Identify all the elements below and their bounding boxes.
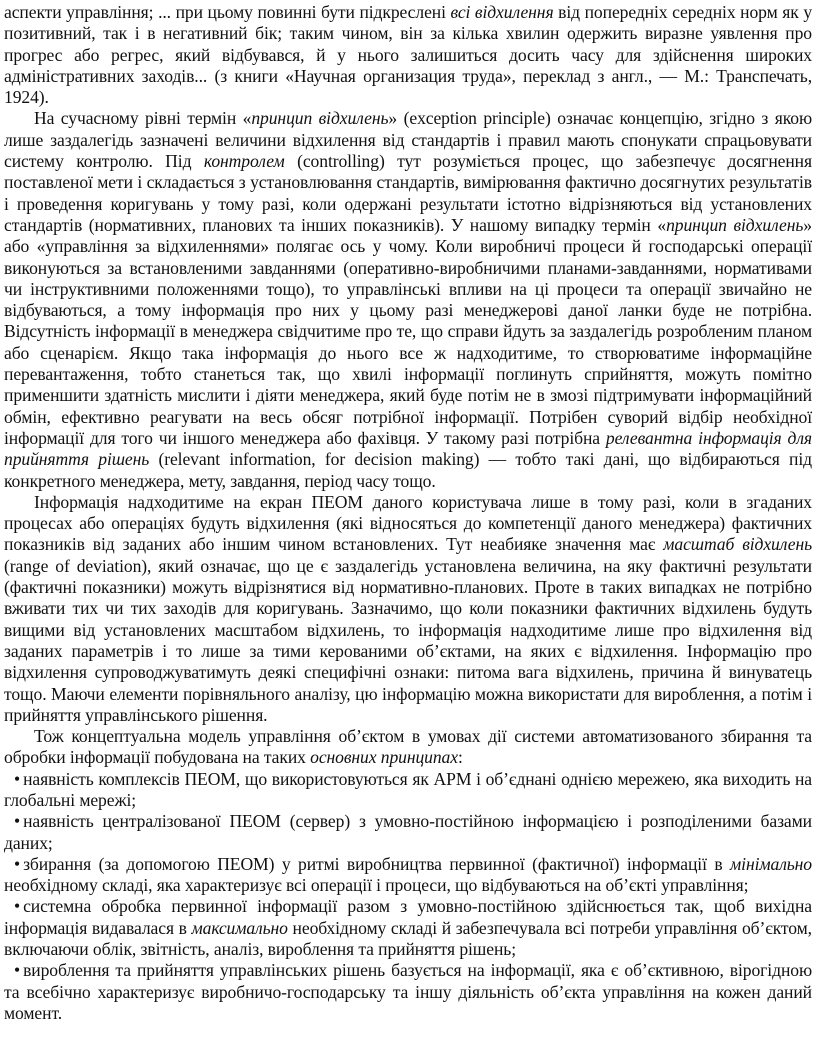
- italic-term: принцип відхилень: [251, 108, 389, 129]
- principles-list: [4, 769, 812, 1025]
- text-run: » або «управління за відхиленнями» полягає ось у чому. Коли виробничі процеси й господарські операції виконуються за встановленими завданнями (оперативно-виробничими планами-завданнями, нормативами чи інструктивними положеннями тощо), то управлінські впливи на ці процеси та операції звичайно не відбуваються, а тому інформація про них у цьому разі менеджерові даної ланки буде не потрібна. Відсутність інформації в менеджера свідчитиме про те, що справи йдуть за заздалегідь розробленим планом або сценарієм. Якщо така інформація до нього все ж надходитиме, то створюватиме інформаційне перевантаження, тобто станеться так, що хвилі інформації поглинуть сприйняття, можуть помітно применшити здатність мислити і діяти менеджера, який буде потім не в змозі підтримувати інформаційний обмін, ефективно реагувати на весь обсяг потрібної інформації. Потрібен суворий відбір необхідної інформації для того чи іншого менеджера або фахівця. У такому разі потрібна: [4, 214, 812, 448]
- text-run: наявність комплексів ПЕОМ, що використовуються як АРМ і об’єднані однією мережею, яка виходить на глобальні мережі;: [4, 768, 812, 810]
- text-run: від попередніх середніх норм як у позитивний, так і в негативний бік; таким чином, він за кілька хвилин одержить виразне уявлення про прогрес або регрес, який відбувався, й у нього залишиться досить часу для здійснення широких адміністративних заходів... (з книги «Научная организация труда», переклад з англ., — М.: Транспечать, 1924).: [4, 2, 813, 108]
- italic-term: мінімально: [730, 853, 812, 874]
- italic-term: релевантна інформація для прийняття рішень: [4, 427, 812, 470]
- paragraph: [4, 726, 812, 769]
- text-run: (range of deviation), який означає, що це є заздалегідь установлена величина, на яку фактичні результати (фактичні показники) можуть відрізнятися від нормативно-планових. Проте в таких випадках не потрібно вживати тих чи тих заходів для коригувань. Зазначимо, що коли показники фактичних відхилень будуть вищими від установлених масштабом відхилень, то інформація надходитиме лише про відхилення від заданих параметрів і то лише за тими керованими об’єктами, на яких є відхилення. Інформацію про відхилення супроводжуватимуть деякі специфічні ознаки: питома вага відхилень, причина й винуватець тощо. Маючи елементи порівняльного аналізу, цю інформацію можна використати для вироблення, а потім і прийняття управлінського рішення.: [4, 555, 812, 725]
- text-run: Інформація надходитиме на екран ПЕОМ даного користувача лише в тому разі, коли в згаданих процесах або операціях будуть відхилення (які відносяться до компетенції даного менеджера) фактичних показників від заданих або іншим чином встановлених. Тут неабияке значення має: [4, 491, 812, 555]
- italic-term: масштаб відхилень: [663, 534, 812, 555]
- bullet-icon: •: [14, 853, 21, 874]
- bullet-icon: •: [14, 896, 21, 917]
- paragraph: [4, 2, 812, 108]
- italic-term: контролем: [203, 151, 285, 172]
- bullet-icon: •: [14, 811, 21, 832]
- text-run: наявність централізованої ПЕОМ (сервер) з умовно-постійною інформацією і розподіленими базами даних;: [4, 811, 812, 853]
- paragraph: [4, 108, 812, 491]
- text-run: вироблення та прийняття управлінських рішень базується на інформації, яка є об’єктивною, вірогідною та всебічно характеризує виробничо-господарську та іншу діяльність об’єкта управління на кожен даний момент.: [4, 960, 812, 1023]
- body-text: [4, 2, 812, 769]
- italic-term: основних принципах: [310, 747, 458, 768]
- text-run: (controlling) тут розуміється процес, що забезпечує досягнення поставленої мети і складається з установлювання стандартів, вимірювання фактично досягнутих результатів і проведення коригувань у тому разі, коли одержані результати істотно відрізняються від установлених стандартів (нормативних, планових та інших показників). У нашому випадку термін «: [4, 151, 812, 235]
- text-run: необхідному складі й забезпечувала всі потреби управління об’єктом, включаючи облік, звітність, аналіз, вироблення та прийняття рішень;: [4, 917, 812, 960]
- text-run: :: [457, 747, 463, 768]
- list-item: [4, 854, 812, 897]
- text-run: збирання (за допомогою ПЕОМ) у ритмі виробництва первинної (фактичної) інформації в: [23, 853, 731, 874]
- italic-term: максимально: [191, 917, 288, 938]
- text-run: (relevant information, for decision making) — тобто такі дані, що відбираються під конкретного менеджера, мету, завдання, період часу тощо.: [4, 449, 812, 491]
- text-run: необхідному складі, яка характеризує всі операції і процеси, що відбуваються на об’єкті управління;: [4, 875, 749, 896]
- paragraph: [4, 492, 812, 726]
- bullet-icon: •: [14, 768, 21, 789]
- list-item: [4, 811, 812, 854]
- list-item: [4, 769, 812, 812]
- italic-term: всі відхилення: [450, 2, 554, 22]
- text-run: На сучасному рівні термін «: [34, 108, 252, 129]
- text-run: » (exception principle) означає концепцію, згідно з якою лише заздалегідь зазначені величини відхилення від стандартів і правил мають спонукати спрацьовувати систему контролю. Під: [4, 108, 812, 172]
- text-run: аспекти управління; ... при цьому повинні бути підкреслені: [4, 2, 451, 22]
- bullet-icon: •: [14, 960, 21, 981]
- text-run: системна обробка первинної інформації разом з умовно-постійною здійснюється так, щоб вихідна інформація видавалася в: [4, 896, 812, 938]
- list-item: [4, 896, 812, 960]
- text-run: Тож концептуальна модель управління об’єктом в умовах дії системи автоматизованого збирання та обробки інформації побудована на таких: [4, 726, 812, 768]
- italic-term: принцип відхилень: [666, 214, 804, 235]
- list-item: [4, 960, 812, 1024]
